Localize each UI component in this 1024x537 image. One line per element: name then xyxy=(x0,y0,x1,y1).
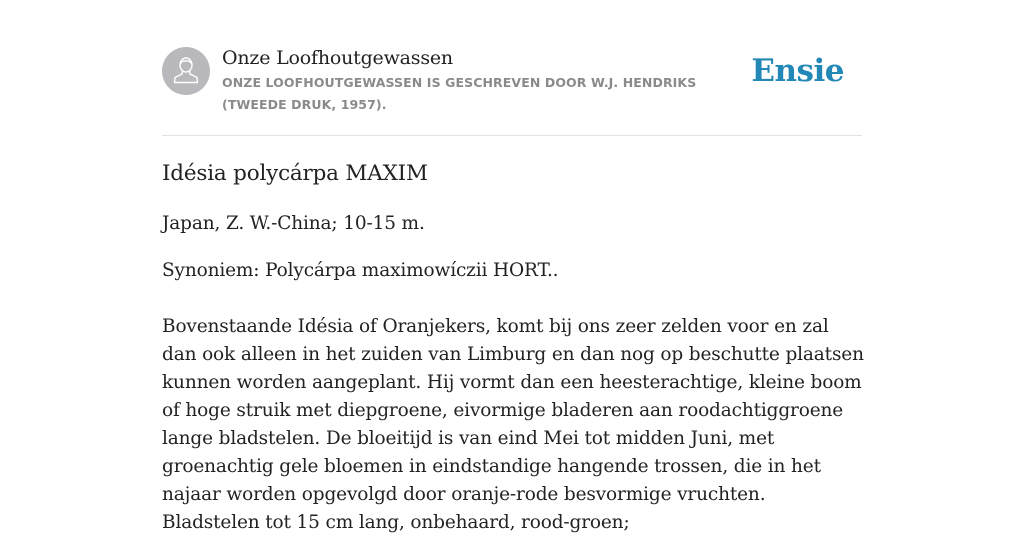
ensie-logo[interactable]: Ensie xyxy=(751,53,844,89)
publication-title[interactable]: Onze Loofhoutgewassen xyxy=(222,47,453,69)
entry-synonym: Synoniem: Polycárpa maximowíczii HORT.. xyxy=(162,260,559,281)
publication-subtitle: ONZE LOOFHOUTGEWASSEN IS GESCHREVEN DOOR W.J. HENDRIKS (TWEEDE DRUK, 1957). xyxy=(222,75,697,112)
header-divider xyxy=(162,135,862,136)
article-content xyxy=(162,158,867,537)
publication-header xyxy=(162,46,862,116)
entry-origin: Japan, Z. W.-China; 10-15 m. xyxy=(162,213,425,234)
entry-title: Idésia polycárpa MAXIM xyxy=(162,161,428,186)
user-avatar-icon xyxy=(162,47,210,95)
entry-body: Bovenstaande Idésia of Oranjekers, komt bij ons zeer zelden voor en zal dan ook alleen in het zuiden van Limburg en dan nog op beschutte plaatsen kunnen worden aangeplant. Hij vormt dan een heesterachtige, kleine boom of hoge struik met diepgroene, eivormige bladeren aan roodachtiggroene lange bladstelen. De bloeitijd is van eind Mei tot midden Juni, met groenachtig gele bloemen in eindstandige hangende trossen, die in het najaar worden opgevolgd door oranje-rode besvormige vruchten. Bladstelen tot 15 cm lang, onbehaard, rood-groen; xyxy=(162,316,864,533)
